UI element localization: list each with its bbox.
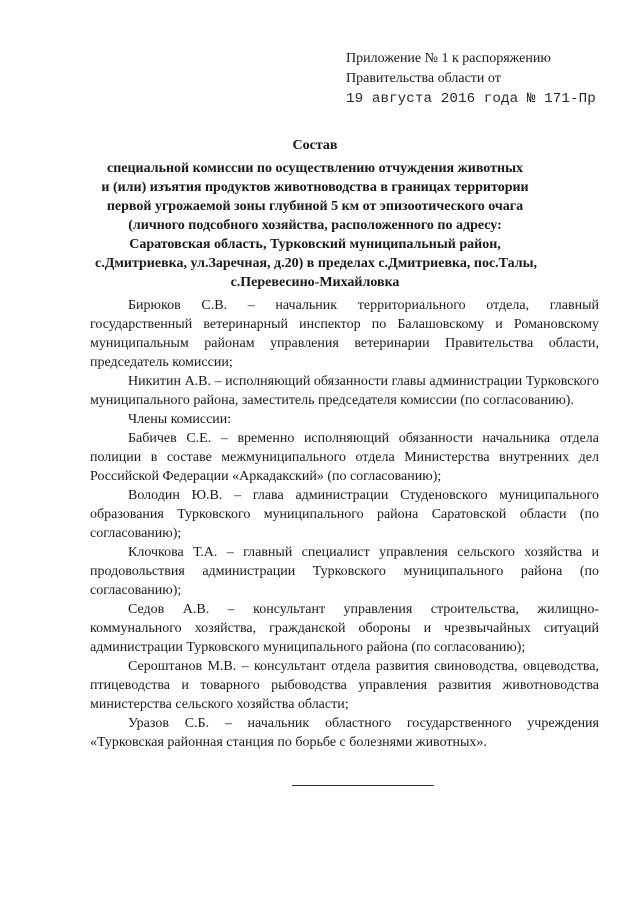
appendix-header xyxy=(346,49,631,109)
closing-divider xyxy=(292,785,434,786)
title-line: первой угрожаемой зоны глубиной 5 км от эпизоотического очага xyxy=(106,199,524,214)
member-entry xyxy=(90,600,599,657)
member-description: – консультант отдела развития свиноводства, овцеводства, птицеводства и товарного рыбоводства управления развития животноводства министерства сельского хозяйства области; xyxy=(90,659,599,712)
member-name: Володин Ю.В. xyxy=(128,488,223,503)
member-entry xyxy=(90,714,599,752)
member-description: – временно исполняющий обязанности начальника отдела полиции в составе межмуниципального отдела Министерства внутренних дел Российской Федерации «Аркадакский» (по согласованию); xyxy=(90,431,599,484)
title-line: с.Дмитриевка, ул.Заречная, д.20) в пределах с.Дмитриевка, пос.Талы, xyxy=(95,256,538,271)
title-heading: Состав xyxy=(292,138,338,153)
member-entry xyxy=(90,543,599,600)
appendix-date-stamp: 19 августа 2016 года № 171-Пр xyxy=(346,91,596,107)
chair-entry xyxy=(90,296,599,372)
title-line: и (или) изъятия продуктов животноводства в границах территории xyxy=(101,180,529,195)
members-heading: Члены комиссии: xyxy=(128,412,232,427)
member-description: – начальник областного государственного учреждения «Турковская районная станция по борьбе с болезнями животных». xyxy=(90,716,599,750)
member-description: – главный специалист управления сельского хозяйства и продовольствия администрации Турковского муниципального района (по согласованию); xyxy=(90,545,599,598)
title-line: с.Перевесино-Михайловка xyxy=(230,275,400,290)
member-description: – глава администрации Студеновского муниципального образования Турковского муниципального района Саратовской области (по согласованию); xyxy=(90,488,599,541)
title-line: (личного подсобного хозяйства, расположенного по адресу: xyxy=(128,218,502,233)
member-entry xyxy=(90,486,599,543)
appendix-line-2: Правительства области от xyxy=(346,71,501,86)
member-name: Бабичев С.Е. xyxy=(128,431,212,446)
member-entry xyxy=(90,657,599,714)
member-name: Серoштанов М.В. xyxy=(128,659,237,674)
member-name: Бирюков С.В. xyxy=(128,298,228,313)
member-description: – консультант управления строительства, жилищно-коммунального хозяйства, гражданской обороны и чрезвычайных ситуаций администрации Турковского муниципального района (по согласованию); xyxy=(90,602,599,655)
member-description: – исполняющий обязанности главы администрации Турковского муниципального района, заместитель председателя комиссии (по согласованию). xyxy=(90,374,600,408)
document-title xyxy=(95,136,538,292)
member-name: Седов А.В. xyxy=(128,602,210,617)
member-entry xyxy=(90,429,599,486)
member-name: Уразов С.Б. xyxy=(128,716,210,731)
member-description: – начальник территориального отдела, главный государственный ветеринарный инспектор по Балашовскому и Романовскому муниципальным районам управления ветеринарии Правительства области, председатель комиссии; xyxy=(90,298,599,370)
appendix-line-1: Приложение № 1 к распоряжению xyxy=(346,51,551,66)
member-name: Клочкова Т.А. xyxy=(128,545,218,560)
title-line: специальной комиссии по осуществлению отчуждения животных xyxy=(106,161,523,176)
title-line: Саратовская область, Турковский муниципальный район, xyxy=(129,237,501,252)
commission-members xyxy=(90,296,599,752)
member-name: Никитин А.В. xyxy=(128,374,212,389)
deputy-entry xyxy=(90,372,599,410)
